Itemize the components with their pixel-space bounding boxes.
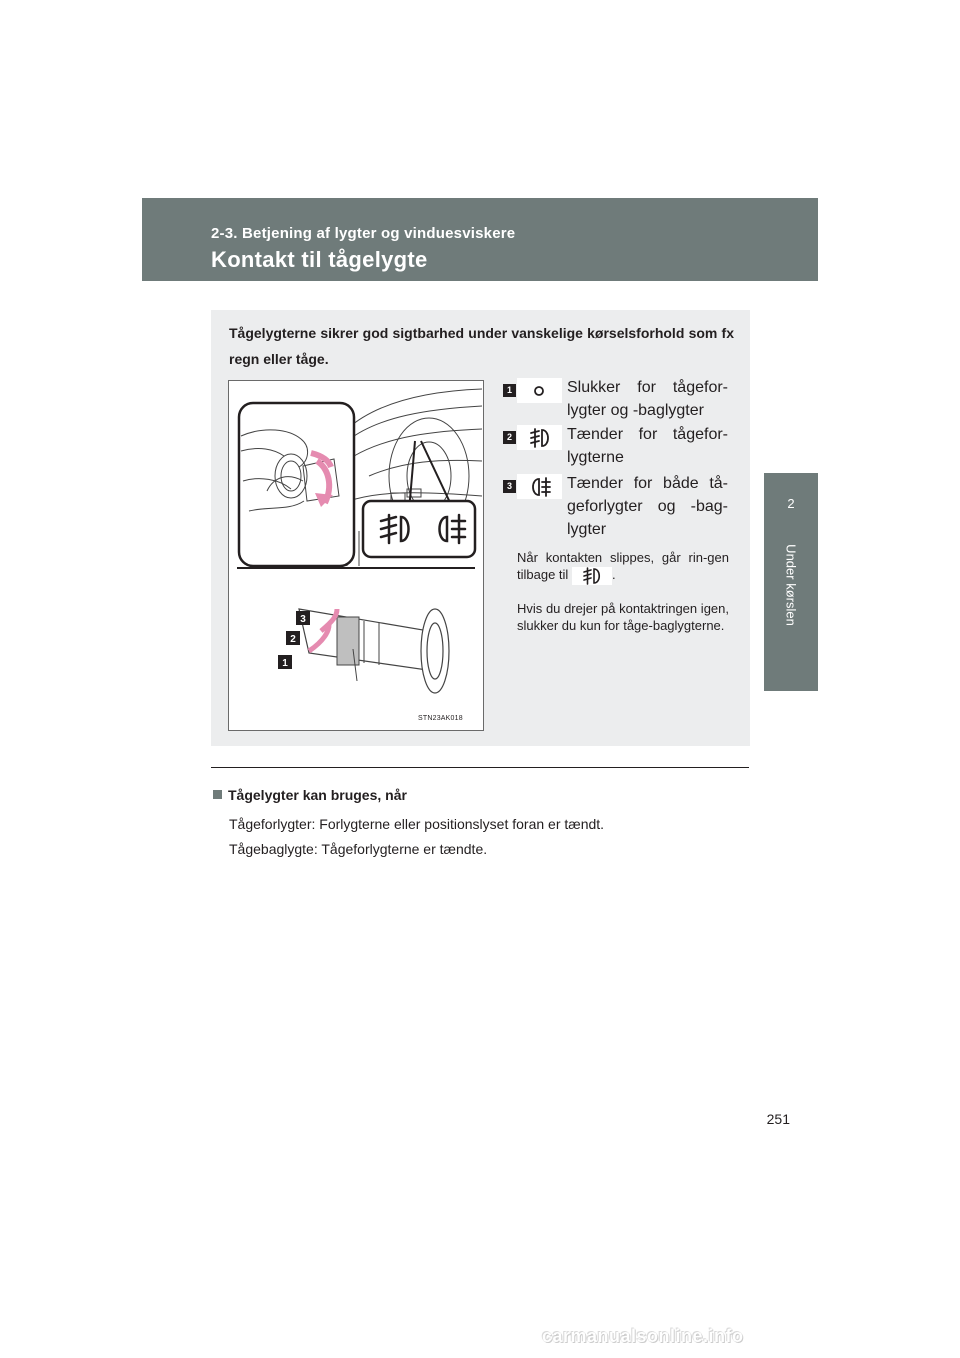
note-return-end: . [611, 567, 616, 582]
chapter-number: 2 [787, 496, 795, 511]
item-text: Tænder for tågefor-lygterne [567, 426, 728, 466]
item-number: 2 [503, 431, 516, 444]
section-heading-text: Tågelygter kan bruges, når [228, 787, 407, 803]
intro-text: Tågelygterne sikrer god sigtbarhed under vanskelige kørselsforhold som fx regn eller tåge. [229, 325, 734, 367]
item-number: 1 [503, 384, 516, 397]
front-fog-icon [572, 567, 612, 585]
chapter-title: Under kørslen [783, 544, 799, 626]
watermark-link[interactable]: carmanualsonline.info [542, 1326, 744, 1346]
bullet-square-icon [213, 790, 222, 799]
figure-code: STN23AK018 [418, 715, 463, 722]
divider [211, 767, 749, 768]
note-return-text: Når kontakten slippes, går rin-gen tilbage til [517, 550, 729, 582]
section-subtitle: 2-3. Betjening af lygter og vinduesviskere [211, 225, 516, 242]
section-line-rear: Tågebaglygte: Tågeforlygterne er tændte. [229, 841, 488, 857]
item-text: Tænder for både tå-geforlygter og -bag-lygter [567, 475, 728, 538]
section-heading [213, 787, 407, 803]
off-icon [517, 378, 562, 403]
front-fog-icon [517, 425, 562, 450]
item-number: 3 [503, 480, 516, 493]
rear-fog-icon [517, 474, 562, 499]
page-number: 251 [766, 1111, 790, 1127]
callout-1: 1 [282, 658, 288, 669]
page-title: Kontakt til tågelygte [211, 247, 428, 272]
callout-2: 2 [290, 634, 296, 645]
note-return [517, 549, 729, 585]
callout-3: 3 [300, 614, 306, 625]
illustration-drawing [229, 381, 483, 730]
section-header [142, 198, 818, 281]
item-text: Slukker for tågefor-lygter og -baglygter [567, 379, 728, 419]
note-turn-again: Hvis du drejer på kontaktringen igen, slukker du kun for tåge-baglygterne. [517, 601, 729, 633]
section-line-front: Tågeforlygter: Forlygterne eller positionslyset foran er tændt. [229, 816, 605, 832]
fog-switch-illustration [228, 380, 484, 731]
